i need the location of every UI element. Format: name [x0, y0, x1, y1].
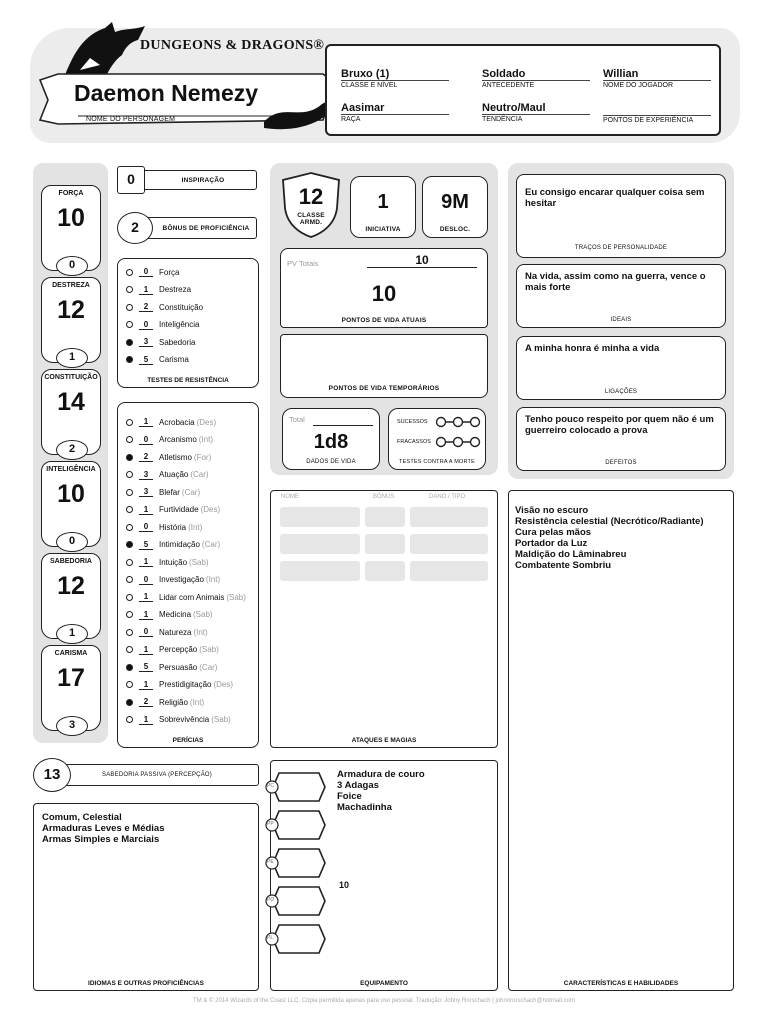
armor-class-label: CLASSE ARMD.: [297, 212, 325, 226]
logo-text: DUNGEONS & DRAGONS®: [140, 38, 325, 53]
ability-modifier: 2: [56, 440, 88, 460]
proficiency-dot[interactable]: [126, 541, 133, 548]
languages-title: IDIOMAS E OUTRAS PROFICIÊNCIAS: [88, 980, 204, 987]
skill-row[interactable]: 1 Furtividade (Des): [126, 503, 220, 517]
skill-row[interactable]: 1 Acrobacia (Des): [126, 415, 216, 429]
skills-panel: [117, 402, 259, 748]
personality-traits-box[interactable]: Eu consigo encarar qualquer coisa sem hesitar TRAÇOS DE PERSONALIDADE: [516, 174, 726, 258]
hit-dice-value: 1d8: [313, 431, 349, 453]
passive-perception-label: SABEDORIA PASSIVA (PERCEPÇÃO): [102, 772, 212, 778]
proficiency-dot[interactable]: [126, 524, 133, 531]
skill-row[interactable]: 1 Percepção (Sab): [126, 643, 219, 657]
proficiency-dot[interactable]: [126, 436, 133, 443]
attack-bonus-cell[interactable]: [365, 561, 405, 581]
bonds-box[interactable]: A minha honra é minha a vida LIGAÇÕES: [516, 336, 726, 400]
ideals-box[interactable]: Na vida, assim como na guerra, vence o mais forte IDEAIS: [516, 264, 726, 328]
saving-throw-row[interactable]: 1 Destreza: [126, 283, 191, 297]
death-fail-circles-icon[interactable]: [435, 436, 481, 448]
ability-strength[interactable]: FORÇA 10 0: [41, 185, 101, 271]
attack-damage-cell[interactable]: [410, 507, 488, 527]
current-hp-value: 10: [371, 281, 397, 306]
skill-row[interactable]: 0 Investigação (Int): [126, 573, 220, 587]
proficiency-dot[interactable]: [126, 339, 133, 346]
attack-name-cell[interactable]: [280, 534, 360, 554]
proficiency-dot[interactable]: [126, 629, 133, 636]
ability-scores-panel: [33, 163, 108, 743]
attacks-col-bonus: BÔNUS: [373, 494, 395, 500]
coin-hex-icon: [265, 923, 327, 955]
saving-throw-row[interactable]: 5 Carisma: [126, 353, 189, 367]
features-list: Visão no escuro Resistência celestial (Necrótico/Radiante) Cura pelas mãos Portador da Luz Maldição do Lâminabreu Combatente Sombriu: [515, 505, 704, 571]
flaws-box[interactable]: Tenho pouco respeito por quem não é um guerreiro colocado a prova DEFEITOS: [516, 407, 726, 471]
proficiency-dot[interactable]: [126, 304, 133, 311]
skill-row[interactable]: 1 Prestidigitação (Des): [126, 678, 233, 692]
saving-throws-title: TESTES DE RESISTÊNCIA: [147, 377, 229, 384]
passive-perception-box[interactable]: [33, 758, 259, 792]
proficiency-dot[interactable]: [126, 454, 133, 461]
hit-dice-total-line: [313, 425, 373, 426]
race-cell[interactable]: Aasimar RAÇA: [341, 102, 449, 123]
proficiency-dot[interactable]: [126, 559, 133, 566]
ability-constitution[interactable]: CONSTITUIÇÃO 14 2: [41, 369, 101, 455]
proficiency-dot[interactable]: [126, 269, 133, 276]
skill-row[interactable]: 1 Intuição (Sab): [126, 555, 209, 569]
proficiency-dot[interactable]: [126, 664, 133, 671]
alignment-cell[interactable]: Neutro/Maul TENDÊNCIA: [482, 102, 590, 123]
ability-intelligence[interactable]: INTELIGÊNCIA 10 0: [41, 461, 101, 547]
armor-class-value[interactable]: 12: [298, 184, 324, 209]
proficiency-dot[interactable]: [126, 699, 133, 706]
proficiency-dot[interactable]: [126, 471, 133, 478]
ability-modifier: 0: [56, 256, 88, 276]
player-name-cell[interactable]: Willian NOME DO JOGADOR: [603, 68, 711, 89]
death-success-circles-icon[interactable]: [435, 416, 481, 428]
max-hp-value[interactable]: 10: [367, 253, 477, 268]
ability-modifier: 1: [56, 624, 88, 644]
coin-hex-icon: [265, 885, 327, 917]
temp-hp-box[interactable]: [280, 334, 488, 398]
proficiency-dot[interactable]: [126, 419, 133, 426]
passive-perception-value: 13: [33, 758, 71, 792]
coin-hex-icon: [265, 847, 327, 879]
saving-throws-panel: [117, 258, 259, 388]
features-panel[interactable]: [508, 490, 734, 991]
coin-slot[interactable]: PO: [265, 885, 327, 922]
skill-row[interactable]: 2 Atletismo (For): [126, 450, 211, 464]
equipment-panel: [267, 760, 498, 991]
ability-modifier: 1: [56, 348, 88, 368]
character-name-label: NOME DO PERSONAGEM: [86, 116, 176, 123]
saving-throw-row[interactable]: 0 Força: [126, 265, 179, 279]
proficiency-dot[interactable]: [126, 506, 133, 513]
inspiration-box[interactable]: [117, 166, 257, 194]
proficiency-dot[interactable]: [126, 681, 133, 688]
max-hp-label: PV Totais: [287, 259, 319, 268]
coin-slot[interactable]: PP: [265, 809, 327, 846]
proficiency-dot[interactable]: [126, 321, 133, 328]
skill-row[interactable]: 5 Intimidação (Car): [126, 538, 220, 552]
skill-row[interactable]: 1 Sobrevivência (Sab): [126, 713, 231, 727]
proficiency-bonus-box[interactable]: [117, 212, 257, 244]
character-info-box: [325, 44, 721, 136]
equipment-extra-value: 10: [339, 880, 350, 890]
proficiency-dot[interactable]: [126, 489, 133, 496]
current-hp-label: PONTOS DE VIDA ATUAIS: [341, 317, 427, 324]
death-fail-label: FRACASSOS: [397, 439, 431, 445]
experience-cell[interactable]: PONTOS DE EXPERIÊNCIA: [603, 102, 711, 124]
attacks-col-name: NOME: [281, 494, 299, 500]
death-saves-box[interactable]: [388, 408, 486, 470]
coin-hex-icon: [265, 809, 327, 841]
background-cell[interactable]: Soldado ANTECEDENTE: [482, 68, 590, 89]
speed-box[interactable]: 9M DESLOC.: [422, 176, 488, 238]
languages-text: Comum, Celestial Armaduras Leves e Médias Armas Simples e Marciais: [42, 812, 165, 845]
death-saves-label: TESTES CONTRA A MORTE: [399, 459, 475, 465]
skill-row[interactable]: 1 Lidar com Animais (Sab): [126, 590, 246, 604]
skills-title: PERÍCIAS: [172, 737, 204, 744]
initiative-box[interactable]: 1 INICIATIVA: [350, 176, 416, 238]
skill-row[interactable]: 0 História (Int): [126, 520, 202, 534]
saving-throw-row[interactable]: 2 Constituição: [126, 300, 203, 314]
proficiency-dot[interactable]: [126, 646, 133, 653]
proficiency-dot[interactable]: [126, 716, 133, 723]
equipment-title: EQUIPAMENTO: [360, 980, 408, 987]
skill-row[interactable]: 3 Atuação (Car): [126, 468, 209, 482]
death-success-label: SUCESSOS: [397, 419, 428, 425]
coin-slot[interactable]: PC: [265, 771, 327, 808]
ability-wisdom[interactable]: SABEDORIA 12 1: [41, 553, 101, 639]
attacks-col-damage: DANO / TIPO: [429, 494, 466, 500]
skill-row[interactable]: 5 Persuasão (Car): [126, 660, 217, 674]
skill-row[interactable]: 1 Medicina (Sab): [126, 608, 213, 622]
coin-slot[interactable]: PE: [265, 847, 327, 884]
character-name[interactable]: Daemon Nemezy: [74, 80, 259, 106]
proficiency-bonus-value: 2: [117, 212, 153, 244]
skill-row[interactable]: 0 Natureza (Int): [126, 625, 208, 639]
coin-hex-icon: [265, 771, 327, 803]
class-level-cell[interactable]: Bruxo (1) CLASSE E NÍVEL: [341, 68, 449, 89]
saving-throw-row[interactable]: 3 Sabedoria: [126, 335, 195, 349]
hit-dice-label: DADOS DE VIDA: [306, 459, 356, 465]
hit-dice-total-label: Total: [289, 415, 305, 424]
current-hp-box[interactable]: [280, 248, 488, 328]
ability-modifier: 3: [56, 716, 88, 736]
skill-row[interactable]: 3 Blefar (Car): [126, 485, 200, 499]
inspiration-value: 0: [117, 166, 145, 194]
proficiency-dot[interactable]: [126, 356, 133, 363]
footer-text: TM & © 2014 Wizards of the Coast LLC. Cópia permitida apenas para uso pessoal. Tradução: Johny Rorschach | johnnrorschach@hotmail.com: [193, 998, 575, 1004]
coin-slot[interactable]: PL: [265, 923, 327, 960]
proficiency-bonus-label: BÔNUS DE PROFICIÊNCIA: [162, 225, 250, 232]
proficiency-dot[interactable]: [126, 594, 133, 601]
ability-dexterity[interactable]: DESTREZA 12 1: [41, 277, 101, 363]
ability-modifier: 0: [56, 532, 88, 552]
attacks-panel: [270, 490, 498, 748]
hit-dice-box[interactable]: [282, 408, 380, 470]
attack-bonus-cell[interactable]: [365, 507, 405, 527]
attack-bonus-cell[interactable]: [365, 534, 405, 554]
proficiency-dot[interactable]: [126, 576, 133, 583]
inspiration-label: INSPIRAÇÃO: [181, 177, 225, 184]
languages-panel[interactable]: [33, 803, 259, 991]
proficiency-dot[interactable]: [126, 286, 133, 293]
equipment-list[interactable]: Armadura de couro 3 Adagas Foice Machadinha: [337, 769, 425, 813]
attack-name-cell[interactable]: [280, 507, 360, 527]
attacks-title: ATAQUES E MAGIAS: [351, 737, 417, 744]
ability-charisma[interactable]: CARISMA 17 3: [41, 645, 101, 731]
features-title: CARACTERÍSTICAS E HABILIDADES: [563, 980, 679, 987]
skill-row[interactable]: 0 Arcanismo (Int): [126, 433, 213, 447]
proficiency-dot[interactable]: [126, 611, 133, 618]
saving-throw-row[interactable]: 0 Inteligência: [126, 318, 199, 332]
skill-row[interactable]: 2 Religião (Int): [126, 695, 204, 709]
attack-name-cell[interactable]: [280, 561, 360, 581]
temp-hp-label: PONTOS DE VIDA TEMPORÁRIOS: [328, 385, 440, 392]
attack-damage-cell[interactable]: [410, 561, 488, 581]
attack-damage-cell[interactable]: [410, 534, 488, 554]
